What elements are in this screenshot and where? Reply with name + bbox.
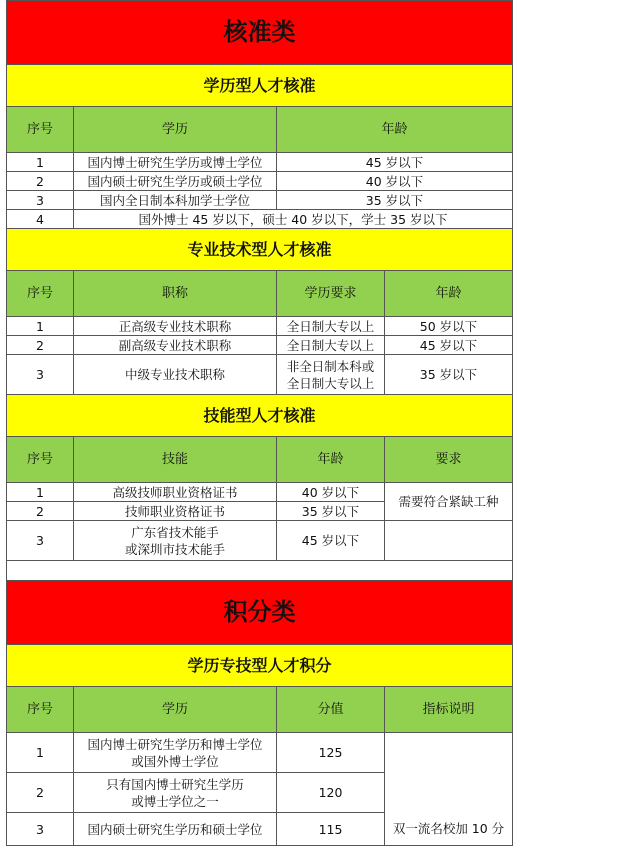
- header-age: 年龄: [277, 437, 385, 483]
- cell-edu-line2: 或博士学位之一: [131, 793, 219, 809]
- cell-no: 2: [7, 773, 74, 813]
- cell-age: 40 岁以下: [277, 172, 513, 191]
- cell-no: 2: [7, 502, 74, 521]
- cell-edu: 国内全日制本科加学士学位: [74, 191, 277, 210]
- cell-age: 45 岁以下: [385, 336, 513, 355]
- table-row: [7, 483, 513, 502]
- table-row: [7, 355, 513, 395]
- header-age: 年龄: [385, 271, 513, 317]
- cell-edu-line2: 或国外博士学位: [131, 753, 219, 769]
- cell-no: 1: [7, 317, 74, 336]
- cell-skill: 高级技师职业资格证书: [74, 483, 277, 502]
- cell-edu: 国内硕士研究生学历和硕士学位: [74, 813, 277, 846]
- subtitle-skill-hezhun: 技能型人才核准: [7, 395, 513, 437]
- table-row: [7, 521, 513, 561]
- cell-no: 3: [7, 191, 74, 210]
- header-edu-req: 学历要求: [277, 271, 385, 317]
- header-score: 分值: [277, 687, 385, 733]
- table-row: [7, 733, 513, 773]
- cell-skill-line1: 广东省技术能手: [131, 524, 219, 540]
- cell-empty: [385, 521, 513, 561]
- cell-age: 35 岁以下: [277, 191, 513, 210]
- cell-score: 115: [277, 813, 385, 846]
- table-row: [7, 210, 513, 229]
- cell-age: 50 岁以下: [385, 317, 513, 336]
- table-row: [7, 336, 513, 355]
- table-row: [7, 172, 513, 191]
- cell-edu: [74, 773, 277, 813]
- header-edu: 学历: [74, 687, 277, 733]
- cell-score: 125: [277, 733, 385, 773]
- cell-no: 3: [7, 355, 74, 395]
- cell-edu-req: [277, 355, 385, 395]
- table-row: [7, 317, 513, 336]
- cell-age: 45 岁以下: [277, 153, 513, 172]
- header-no: 序号: [7, 271, 74, 317]
- table-row: [7, 153, 513, 172]
- cell-edu: 国内硕士研究生学历或硕士学位: [74, 172, 277, 191]
- cell-title: 中级专业技术职称: [74, 355, 277, 395]
- cell-edu-line1: 国内博士研究生学历和博士学位: [87, 736, 263, 752]
- header-note: 指标说明: [385, 687, 513, 733]
- header-title: 职称: [74, 271, 277, 317]
- cell-note: 双一流名校加 10 分: [385, 733, 513, 846]
- cell-no: 4: [7, 210, 74, 229]
- cell-requirement: 需要符合紧缺工种: [385, 483, 513, 521]
- cell-score: 120: [277, 773, 385, 813]
- header-age: 年龄: [277, 107, 513, 153]
- cell-foreign-degree: 国外博士 45 岁以下，硕士 40 岁以下，学士 35 岁以下: [74, 210, 513, 229]
- cell-skill: 技师职业资格证书: [74, 502, 277, 521]
- cell-age: 35 岁以下: [277, 502, 385, 521]
- header-skill: 技能: [74, 437, 277, 483]
- cell-edu-req-line2: 全日制大专以上: [286, 375, 375, 391]
- cell-edu: [74, 733, 277, 773]
- section-title-jifen: 积分类: [7, 581, 513, 645]
- cell-age: 35 岁以下: [385, 355, 513, 395]
- cell-no: 1: [7, 483, 74, 502]
- cell-age: 40 岁以下: [277, 483, 385, 502]
- cell-edu-req: 全日制大专以上: [277, 336, 385, 355]
- cell-edu: 国内博士研究生学历或博士学位: [74, 153, 277, 172]
- cell-skill: [74, 521, 277, 561]
- cell-title: 副高级专业技术职称: [74, 336, 277, 355]
- talent-table: [6, 0, 513, 846]
- cell-no: 3: [7, 813, 74, 846]
- header-requirement: 要求: [385, 437, 513, 483]
- cell-title: 正高级专业技术职称: [74, 317, 277, 336]
- header-no: 序号: [7, 687, 74, 733]
- subtitle-edu-jifen: 学历专技型人才积分: [7, 645, 513, 687]
- cell-age: 45 岁以下: [277, 521, 385, 561]
- spreadsheet: [6, 0, 512, 846]
- cell-no: 2: [7, 336, 74, 355]
- cell-no: 1: [7, 733, 74, 773]
- subtitle-edu-hezhun: 学历型人才核准: [7, 65, 513, 107]
- cell-no: 1: [7, 153, 74, 172]
- header-no: 序号: [7, 437, 74, 483]
- header-edu: 学历: [74, 107, 277, 153]
- spacer-row: [7, 561, 513, 581]
- cell-skill-line2: 或深圳市技术能手: [124, 541, 225, 557]
- section-title-hezhun: 核准类: [7, 1, 513, 65]
- cell-edu-line1: 只有国内博士研究生学历: [106, 776, 244, 792]
- blank-cell: [7, 561, 513, 581]
- cell-no: 2: [7, 172, 74, 191]
- subtitle-tech-hezhun: 专业技术型人才核准: [7, 229, 513, 271]
- cell-no: 3: [7, 521, 74, 561]
- cell-edu-req-line1: 非全日制本科或: [286, 358, 375, 374]
- header-no: 序号: [7, 107, 74, 153]
- cell-edu-req: 全日制大专以上: [277, 317, 385, 336]
- table-row: [7, 191, 513, 210]
